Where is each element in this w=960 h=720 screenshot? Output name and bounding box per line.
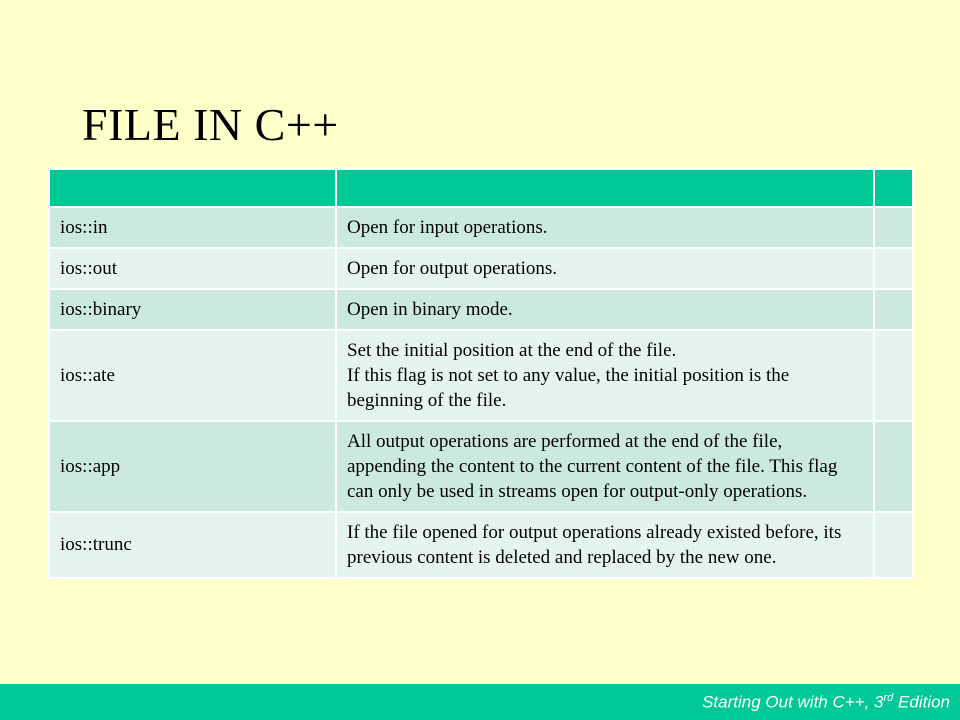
description-cell: Set the initial position at the end of the file. If this flag is not set to any value, the initial position is the beginning of the file.	[336, 330, 874, 421]
empty-cell	[874, 248, 913, 289]
description-cell: All output operations are performed at the end of the file, appending the content to the current content of the file. This flag can only be used in streams open for output-only operations.	[336, 421, 874, 512]
flag-cell: ios::ate	[49, 330, 336, 421]
footer-book-name: Starting Out with C++, 3	[702, 692, 884, 712]
flag-cell: ios::binary	[49, 289, 336, 330]
empty-cell	[874, 207, 913, 248]
table-row	[49, 421, 913, 512]
footer-superscript: rd	[883, 692, 894, 704]
table-row	[49, 207, 913, 248]
flag-cell: ios::in	[49, 207, 336, 248]
empty-cell	[874, 330, 913, 421]
table-row	[49, 330, 913, 421]
empty-cell	[874, 421, 913, 512]
footer-book-title	[702, 692, 950, 713]
description-cell: Open for input operations.	[336, 207, 874, 248]
header-cell-description	[336, 169, 874, 207]
footer-edition: Edition	[893, 692, 950, 712]
flag-cell: ios::app	[49, 421, 336, 512]
empty-cell	[874, 289, 913, 330]
header-cell-extra	[874, 169, 913, 207]
footer-bar	[0, 684, 960, 720]
header-cell-flag	[49, 169, 336, 207]
description-cell: Open for output operations.	[336, 248, 874, 289]
flag-cell: ios::trunc	[49, 512, 336, 578]
table-row	[49, 248, 913, 289]
slide-title: FILE IN C++	[82, 99, 339, 150]
flag-cell: ios::out	[49, 248, 336, 289]
table-row	[49, 289, 913, 330]
table-row	[49, 512, 913, 578]
table-header-row	[49, 169, 913, 207]
file-mode-flags-table	[48, 168, 914, 579]
empty-cell	[874, 512, 913, 578]
description-cell: Open in binary mode.	[336, 289, 874, 330]
description-cell: If the file opened for output operations already existed before, its previous content is deleted and replaced by the new one.	[336, 512, 874, 578]
